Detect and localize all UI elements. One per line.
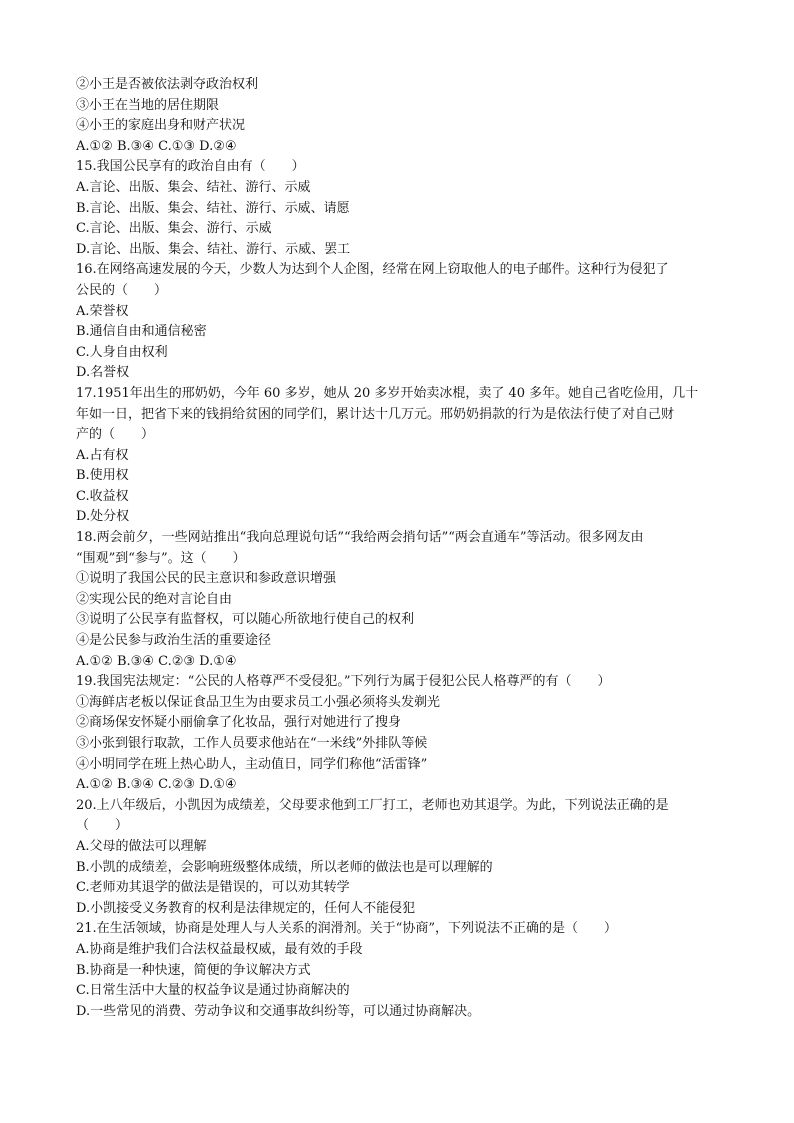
option-line: ③小王在当地的居住期限: [76, 97, 220, 113]
answer-choices-row: A.①② B.③④ C.②③ D.①④: [76, 777, 237, 793]
question-stem: 20.上八年级后，小凯因为成绩差，父母要求他到工厂打工，老师也劝其退学。为此，下列说法正确的是: [76, 797, 669, 813]
option-line: B.通信自由和通信秘密: [76, 324, 207, 340]
question-stem: 19.我国宪法规定：“公民的人格尊严不受侵犯。”下列行为属于侵犯公民人格尊严的有（ ）: [76, 674, 611, 690]
option-line: C.言论、出版、集会、游行、示威: [76, 221, 272, 237]
option-line: A.占有权: [76, 447, 129, 463]
question-stem: 18.两会前夕，一些网站推出“我向总理说句话”“我给两会捎句话”“两会直通车”等活动。很多网友由: [76, 530, 644, 546]
question-stem-continued: （ ）: [76, 818, 129, 834]
question-stem-continued: “围观”到“参与”。这（ ）: [76, 550, 246, 566]
answer-choices-row: A.①② B.③④ C.②③ D.①④: [76, 653, 237, 669]
option-line: A.荣誉权: [76, 303, 129, 319]
option-line: ④小明同学在班上热心助人，主动值日，同学们称他“活雷锋”: [76, 756, 428, 772]
question-stem: 15.我国公民享有的政治自由有（ ）: [76, 159, 305, 175]
option-line: ②小王是否被依法剥夺政治权利: [76, 77, 259, 92]
answer-choices-row: A.①② B.③④ C.①③ D.②④: [76, 138, 237, 154]
option-line: D.小凯接受义务教育的权利是法律规定的，任何人不能侵犯: [76, 900, 416, 916]
option-line: ①海鲜店老板以保证食品卫生为由要求员工小强必须将头发剃光: [76, 694, 441, 710]
option-line: C.收益权: [76, 488, 129, 504]
question-stem-continued: 产的（ ）: [76, 427, 155, 443]
option-line: C.老师劝其退学的做法是错误的，可以劝其转学: [76, 880, 350, 896]
option-line: A.协商是维护我们合法权益最权威，最有效的手段: [76, 941, 363, 957]
question-stem-continued: 年如一日，把省下来的钱捐给贫困的同学们，累计达十几万元。邢奶奶捐款的行为是依法行使了对自己财: [76, 406, 675, 422]
exam-page: [76, 75, 726, 1022]
option-line: B.言论、出版、集会、结社、游行、示威、请愿: [76, 200, 350, 216]
option-line: D.处分权: [76, 509, 130, 525]
option-line: ①说明了我国公民的民主意识和参政意识增强: [76, 571, 337, 587]
option-line: C.日常生活中大量的权益争议是通过协商解决的: [76, 983, 350, 999]
option-line: ④小王的家庭出身和财产状况: [76, 118, 246, 134]
question-stem: 16.在网络高速发展的今天，少数人为达到个人企图，经常在网上窃取他人的电子邮件。这种行为侵犯了: [76, 262, 669, 278]
option-line: D.一些常见的消费、劳动争议和交通事故纠纷等，可以通过协商解决。: [76, 1003, 481, 1019]
option-line: D.名誉权: [76, 365, 130, 381]
question-stem: 21.在生活领域，协商是处理人与人关系的润滑剂。关于“协商”，下列说法不正确的是（ ）: [76, 921, 617, 937]
option-line: B.使用权: [76, 468, 129, 484]
option-line: ④是公民参与政治生活的重要途径: [76, 633, 272, 649]
option-line: B.小凯的成绩差，会影响班级整体成绩，所以老师的做法也是可以理解的: [76, 859, 493, 875]
option-line: ②商场保安怀疑小丽偷拿了化妆品，强行对她进行了搜身: [76, 715, 402, 731]
option-line: ③小张到银行取款，工作人员要求他站在“一米线”外排队等候: [76, 736, 428, 751]
question-stem: 17.1951年出生的邢奶奶，今年 60 多岁，她从 20 多岁开始卖冰棍，卖了 40 多年。她自己省吃俭用，几十: [76, 385, 699, 401]
option-line: A.言论、出版、集会、结社、游行、示威: [76, 179, 311, 195]
option-line: B.协商是一种快速，简便的争议解决方式: [76, 962, 311, 978]
option-line: A.父母的做法可以理解: [76, 838, 207, 854]
option-line: D.言论、出版、集会、结社、游行、示威、罢工: [76, 241, 351, 257]
option-line: ③说明了公民享有监督权，可以随心所欲地行使自己的权利: [76, 612, 415, 628]
option-line: ②实现公民的绝对言论自由: [76, 591, 233, 607]
option-line: C.人身自由权利: [76, 344, 168, 360]
question-stem-continued: 公民的（ ）: [76, 282, 168, 298]
